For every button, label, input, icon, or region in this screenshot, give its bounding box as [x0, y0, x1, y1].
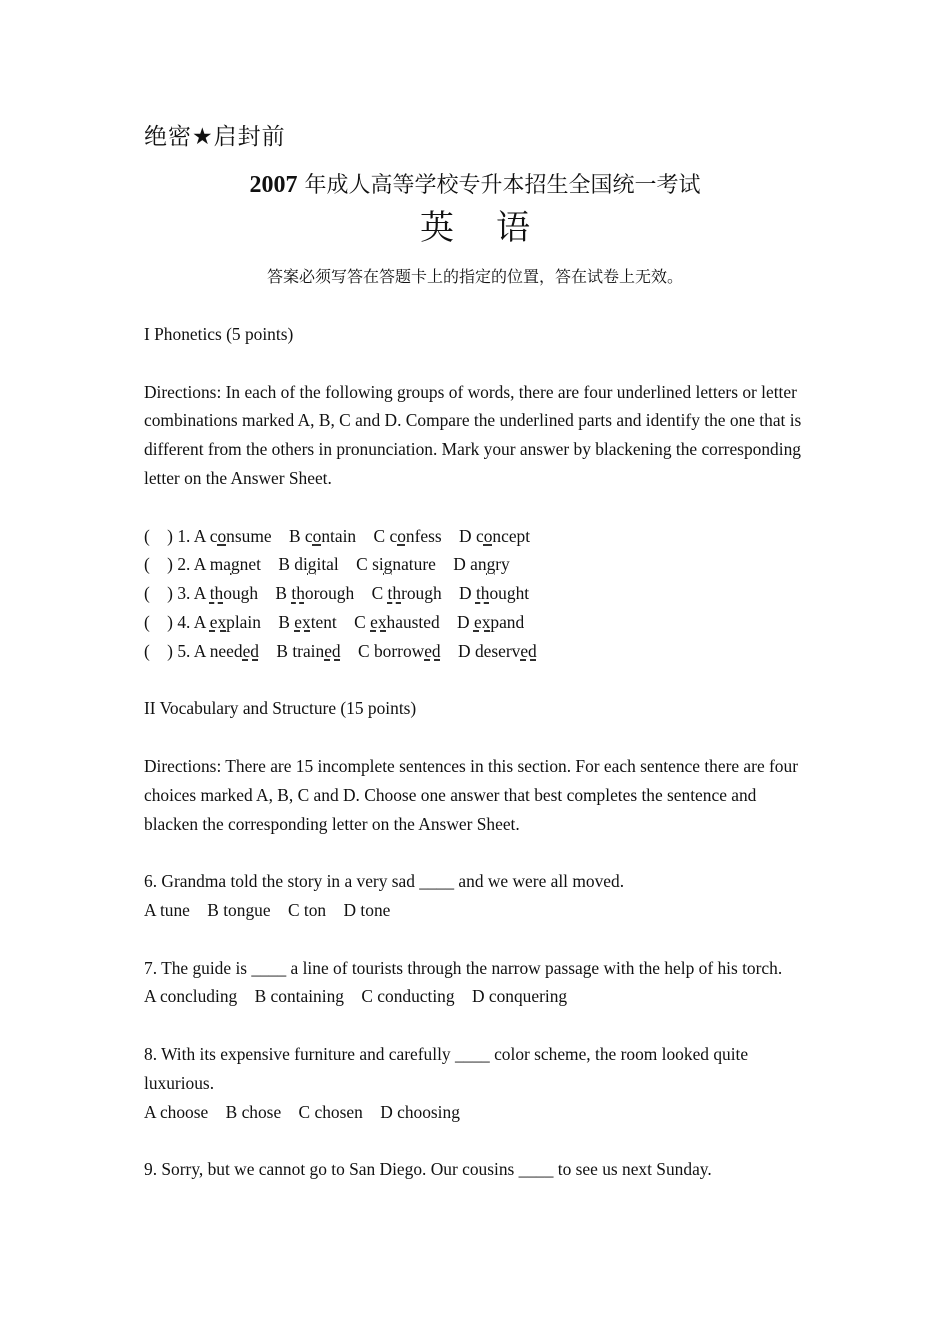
phonetics-questions — [144, 522, 814, 666]
phonetics-option — [194, 583, 258, 603]
secret-mark: 绝密★启封前 — [144, 124, 286, 150]
phonetics-option — [458, 641, 537, 661]
phonetics-question-2 — [144, 550, 814, 579]
phonetics-option — [354, 612, 440, 632]
underlined-letters: o — [217, 525, 227, 546]
option-label: D — [453, 554, 471, 575]
question-number: ( ) 2. — [144, 554, 194, 575]
phonetics-option — [194, 526, 272, 546]
phonetics-question-1 — [144, 522, 814, 551]
phonetics-option — [289, 526, 356, 546]
option-label: C — [373, 525, 390, 546]
word-part: nfess — [405, 525, 442, 546]
option-label: C — [356, 554, 373, 575]
option-label: B — [275, 583, 292, 604]
word-part: train — [292, 640, 325, 661]
underlined-letters: ex — [209, 611, 227, 632]
word-part: deserv — [474, 640, 521, 661]
phonetics-option — [374, 526, 442, 546]
underlined-letters: g — [486, 554, 496, 575]
underlined-letters: ed — [520, 640, 537, 661]
word-part: c — [475, 525, 484, 546]
section2-directions: Directions: There are 15 incomplete sentences in this section. For each sentence there are four choices marked A, B, C and D. Choose one answer that best completes the sentence and blacken the corresponding letter on the Answer Sheet. — [144, 755, 798, 834]
word-part: ntain — [321, 525, 357, 546]
word-part: net — [239, 554, 261, 575]
word-part: nsume — [226, 525, 272, 546]
word-part: an — [470, 554, 487, 575]
exam-title-year: 2007 — [249, 172, 298, 198]
question-number: ( ) 5. — [144, 640, 194, 661]
option-label: D — [459, 525, 476, 546]
phonetics-option — [453, 554, 510, 574]
exam-title-text: 年成人高等学校专升本招生全国统一考试 — [297, 173, 701, 198]
underlined-letters: th — [387, 583, 402, 604]
word-part: plain — [226, 611, 261, 632]
underlined-letters: ed — [242, 640, 259, 661]
word-part: c — [209, 525, 218, 546]
word-part: c — [304, 525, 313, 546]
word-part: ough — [223, 583, 259, 604]
word-part: ry — [495, 554, 510, 575]
phonetics-option — [459, 583, 529, 603]
underlined-letters: th — [209, 583, 224, 604]
phonetics-question-5 — [144, 637, 814, 666]
section1-heading: I Phonetics (5 points) — [144, 324, 294, 344]
option-label: D — [459, 583, 476, 604]
word-part: di — [294, 554, 308, 575]
phonetics-question-4 — [144, 608, 814, 637]
underlined-letters: th — [475, 583, 490, 604]
subject-title: 英语 — [420, 208, 572, 248]
question-7-choices: A concluding B containing C conducting D conquering — [144, 986, 568, 1007]
underlined-letters: g — [307, 554, 317, 575]
underlined-letters: o — [312, 525, 322, 546]
question-7-stem: 7. The guide is ____ a line of tourists through the narrow passage with the help of his torch. — [144, 957, 783, 978]
question-6-choices: A tune B tongue C ton D tone — [144, 899, 391, 920]
option-label: D — [458, 640, 475, 661]
word-part: borrow — [373, 640, 425, 661]
phonetics-question-3 — [144, 579, 814, 608]
option-label: A — [193, 525, 210, 546]
word-part: need — [209, 640, 243, 661]
question-6-stem: 6. Grandma told the story in a very sad ____ and we were all moved. — [144, 871, 625, 892]
option-label: B — [276, 640, 293, 661]
underlined-letters: ex — [370, 611, 387, 632]
question-number: ( ) 1. — [144, 525, 194, 546]
underlined-letters: o — [483, 525, 493, 546]
underlined-letters: ed — [424, 640, 441, 661]
word-part: hausted — [386, 611, 440, 632]
word-part: si — [372, 554, 384, 575]
phonetics-option — [356, 554, 436, 574]
option-label: B — [278, 611, 295, 632]
option-label: D — [457, 611, 474, 632]
phonetics-option — [278, 554, 338, 574]
phonetics-option — [275, 583, 354, 603]
underlined-letters: g — [383, 554, 393, 575]
question-number: ( ) 4. — [144, 611, 194, 632]
underlined-letters: g — [230, 554, 240, 575]
phonetics-option — [276, 641, 340, 661]
phonetics-option — [278, 612, 336, 632]
section1-directions: Directions: In each of the following groups of words, there are four underlined letters or letter combinations marked A, B, C and D. Compare the underlined parts and identify the one that is different from the others in pronunciation. Mark your answer by blackening the corresponding letter on the Answer Sheet. — [144, 381, 802, 488]
option-label: B — [288, 525, 305, 546]
phonetics-option — [457, 612, 524, 632]
phonetics-option — [194, 641, 259, 661]
option-label: A — [193, 611, 210, 632]
underlined-letters: th — [291, 583, 305, 604]
exam-body — [144, 320, 814, 1184]
underlined-letters: ex — [473, 611, 491, 632]
answer-notice: 答案必须写答在答题卡上的指定的位置，答在试卷上无效。 — [266, 267, 683, 286]
word-part: tent — [310, 611, 337, 632]
option-label: B — [278, 554, 295, 575]
option-label: A — [193, 554, 210, 575]
underlined-letters: o — [397, 525, 406, 546]
section2-heading: II Vocabulary and Structure (15 points) — [144, 698, 417, 719]
phonetics-option — [358, 641, 441, 661]
phonetics-option — [372, 583, 442, 603]
underlined-letters: ex — [294, 611, 311, 632]
word-part: ought — [489, 583, 530, 604]
phonetics-option — [194, 554, 261, 574]
phonetics-option — [194, 612, 261, 632]
underlined-letters: ed — [324, 640, 341, 661]
question-8-stem: 8. With its expensive furniture and carefully ____ color scheme, the room looked quite luxurious. — [144, 1043, 749, 1093]
phonetics-option — [459, 526, 530, 546]
word-part: rough — [401, 583, 442, 604]
word-part: ncept — [492, 525, 531, 546]
option-label: C — [371, 583, 388, 604]
word-part: ital — [316, 554, 339, 575]
question-number: ( ) 3. — [144, 583, 194, 604]
exam-title — [0, 168, 950, 199]
question-8-choices: A choose B chose C chosen D choosing — [144, 1101, 460, 1122]
word-part: ma — [209, 554, 231, 575]
word-part: orough — [304, 583, 355, 604]
word-part: c — [389, 525, 398, 546]
option-label: C — [354, 611, 371, 632]
option-label: C — [358, 640, 374, 661]
option-label: A — [193, 640, 210, 661]
word-part: pand — [490, 611, 525, 632]
option-label: A — [193, 583, 210, 604]
question-9-stem: 9. Sorry, but we cannot go to San Diego. Our cousins ____ to see us next Sunday. — [144, 1159, 712, 1180]
word-part: nature — [392, 554, 436, 575]
